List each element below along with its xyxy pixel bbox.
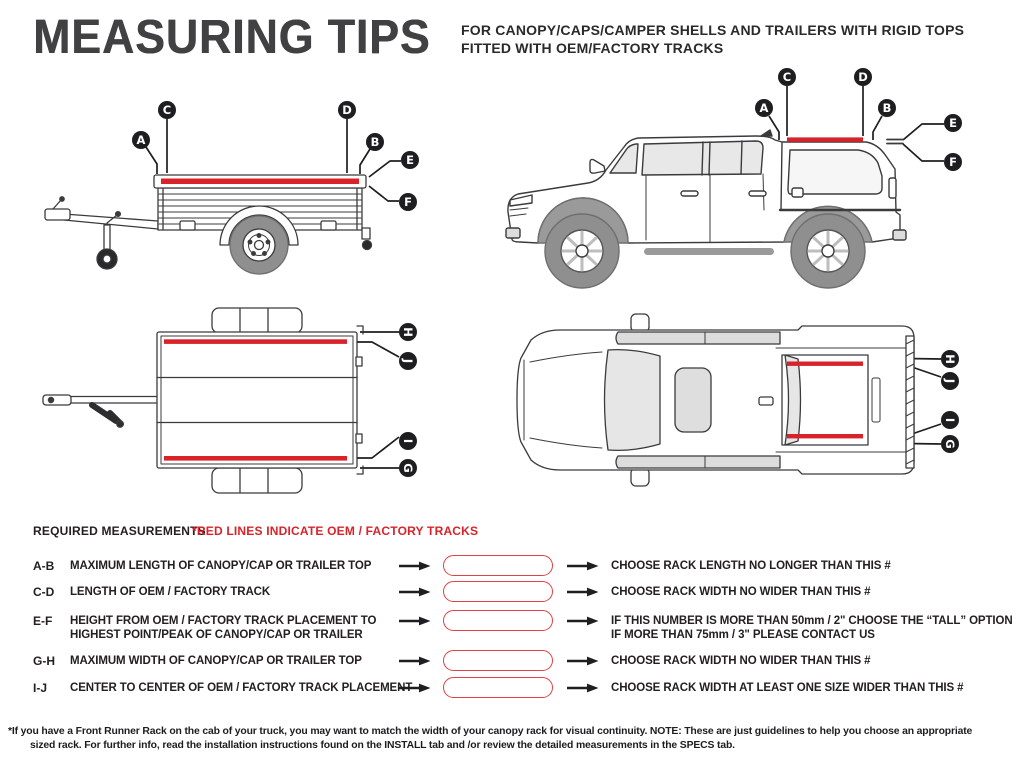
measurement-id: E-F bbox=[33, 614, 53, 628]
measurement-description: CENTER TO CENTER OF OEM / FACTORY TRACK PLACEMENT bbox=[70, 682, 413, 694]
arrow-icon bbox=[399, 683, 431, 693]
track-red-line bbox=[787, 362, 863, 366]
track-red-line bbox=[164, 339, 347, 344]
page-title: MEASURING TIPS bbox=[33, 11, 431, 64]
callout-i: I bbox=[400, 438, 415, 444]
callout-b: B bbox=[882, 101, 892, 116]
callout-d: D bbox=[858, 70, 868, 85]
callout-labels bbox=[941, 350, 959, 453]
required-measurements-heading: REQUIRED MEASUREMENTS bbox=[33, 524, 206, 538]
arrow-icon bbox=[567, 656, 599, 666]
footnote-line-1: *If you have a Front Runner Rack on the cab of your truck, you may want to match the width of your canopy rack for visual continuity. NOTE: These are just guidelines to help you choose an appropriate bbox=[8, 726, 973, 737]
arrow-icon bbox=[399, 656, 431, 666]
measurement-description: MAXIMUM WIDTH OF CANOPY/CAP OR TRAILER TOP bbox=[70, 655, 362, 667]
trailer-side-view-diagram bbox=[30, 88, 440, 293]
measurement-guideline: CHOOSE RACK WIDTH NO WIDER THAN THIS # bbox=[611, 655, 871, 667]
footnote-line-2: sized rack. For further info, read the installation instructions found on the INSTALL tab and /or review the detailed measurements in the SPECS tab. bbox=[30, 740, 735, 751]
subtitle-line-2: FITTED WITH OEM/FACTORY TRACKS bbox=[461, 40, 724, 56]
arrow-icon bbox=[567, 616, 599, 626]
callout-e: E bbox=[949, 116, 957, 131]
callout-f: F bbox=[404, 195, 412, 210]
measurement-id: G-H bbox=[33, 654, 55, 668]
callout-g: G bbox=[400, 463, 415, 473]
track-red-line bbox=[787, 137, 863, 141]
track-red-line bbox=[787, 434, 863, 438]
callout-c: C bbox=[782, 70, 792, 85]
subtitle-line-1: FOR CANOPY/CAPS/CAMPER SHELLS AND TRAILERS WITH RIGID TOPS bbox=[461, 22, 965, 38]
truck-side-view-diagram bbox=[498, 62, 1013, 292]
measurement-input-pill bbox=[443, 650, 553, 671]
measurement-input-pill bbox=[443, 610, 553, 631]
measurement-guideline: CHOOSE RACK LENGTH NO LONGER THAN THIS # bbox=[611, 560, 891, 572]
measurement-input-pill bbox=[443, 555, 553, 576]
callout-j: J bbox=[400, 358, 415, 364]
measurement-id: C-D bbox=[33, 585, 55, 599]
measurement-description: MAXIMUM LENGTH OF CANOPY/CAP OR TRAILER TOP bbox=[70, 560, 372, 572]
callout-h: H bbox=[942, 354, 957, 364]
callout-b: B bbox=[370, 135, 380, 150]
callout-i: I bbox=[942, 417, 957, 423]
arrow-icon bbox=[399, 616, 431, 626]
truck-top-view-diagram bbox=[500, 300, 1020, 505]
callout-d: D bbox=[342, 103, 352, 118]
measurement-guideline: CHOOSE RACK WIDTH NO WIDER THAN THIS # bbox=[611, 586, 871, 598]
red-lines-note: *RED LINES INDICATE OEM / FACTORY TRACKS bbox=[192, 524, 479, 538]
measurement-description: HEIGHT FROM OEM / FACTORY TRACK PLACEMENT TO HIGHEST POINT/PEAK OF CANOPY/CAP OR TRAILER bbox=[70, 615, 377, 641]
measurement-id: I-J bbox=[33, 681, 48, 695]
callout-f: F bbox=[949, 155, 957, 170]
callout-c: C bbox=[162, 103, 172, 118]
callout-e: E bbox=[406, 153, 414, 168]
arrow-icon bbox=[567, 683, 599, 693]
measurement-id: A-B bbox=[33, 559, 55, 573]
measurement-description: LENGTH OF OEM / FACTORY TRACK bbox=[70, 586, 271, 598]
arrow-icon bbox=[567, 587, 599, 597]
arrow-icon bbox=[567, 561, 599, 571]
measurement-guideline: CHOOSE RACK WIDTH AT LEAST ONE SIZE WIDER THAN THIS # bbox=[611, 682, 964, 694]
callout-labels bbox=[399, 323, 417, 477]
measurement-input-pill bbox=[443, 581, 553, 602]
measurement-input-pill bbox=[443, 677, 553, 698]
arrow-icon bbox=[399, 587, 431, 597]
measurement-guideline: IF THIS NUMBER IS MORE THAN 50mm / 2" CHOOSE THE “TALL” OPTION IF MORE THAN 75mm / 3" PLEASE CONTACT US bbox=[611, 615, 1013, 641]
track-red-line bbox=[164, 456, 347, 461]
callout-g: G bbox=[942, 439, 957, 449]
callout-j: J bbox=[942, 378, 957, 384]
arrow-icon bbox=[399, 561, 431, 571]
track-red-line bbox=[161, 179, 359, 185]
page-subtitle bbox=[461, 21, 964, 57]
callout-a: A bbox=[759, 101, 769, 116]
callout-h: H bbox=[400, 327, 415, 337]
callout-a: A bbox=[136, 133, 146, 148]
trailer-top-view-diagram bbox=[20, 300, 440, 505]
